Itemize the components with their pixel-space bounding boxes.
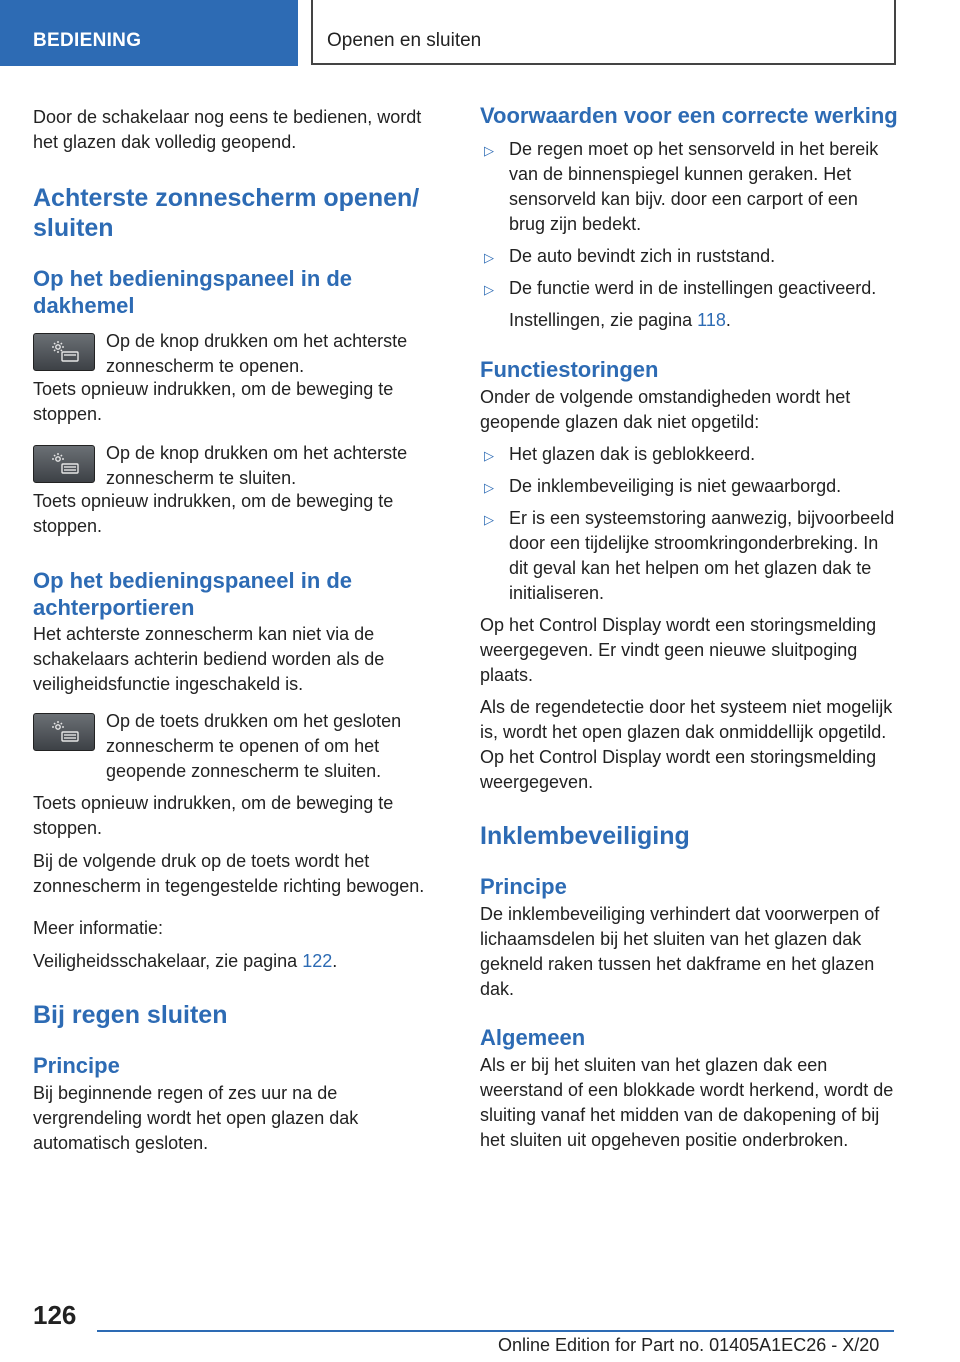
triangle-right-icon: ▷ [484, 250, 494, 265]
settings-ref [480, 308, 898, 333]
general-text: Als er bij het sluiten van het glazen dak een weerstand of een blokkade wordt herkend, wordt de sluiting vanaf het midden van de dakopening of bij het sluiten uit opgeheven positie onderbroken. [480, 1055, 894, 1150]
heading-rear-sunshade: Achterste zonnescherm openen/ sluiten [33, 184, 420, 242]
heading-rain-principle: Principe [33, 1053, 120, 1078]
list-item [480, 506, 898, 606]
heading-ceiling-panel: Op het bedieningspaneel in de dakhemel [33, 266, 353, 318]
close-stop-text: Toets opnieuw indrukken, om de beweging te stoppen. [33, 491, 394, 536]
heading-general: Algemeen [480, 1025, 586, 1050]
rear-doors-text: Het achterste zonnescherm kan niet via de schakelaars achterin bediend worden als de veiligheidsfunctie ingeschakeld is. [33, 624, 385, 694]
rear-button-row [33, 709, 445, 784]
list-item-text: De regen moet op het sensorveld in het bereik van de binnenspiegel kunnen geraken. Het sensorveld kan bijv. door een carport of een brug zijn bedekt. [509, 139, 879, 234]
triangle-right-icon: ▷ [484, 143, 494, 158]
pinch-principle-text: De inklembeveiliging verhindert dat voorwerpen of lichaamsdelen bij het sluiten van het glazen dak gekneld raken tussen het dakframe en het glazen dak. [480, 904, 880, 999]
safety-ref-page-link[interactable]: 122 [302, 951, 333, 971]
malfunctions-intro: Onder de volgende omstandigheden wordt het geopende glazen dak niet opgetild: [480, 387, 851, 432]
chapter-title-box [311, 0, 896, 65]
triangle-right-icon: ▷ [484, 448, 494, 463]
list-item-text: Het glazen dak is geblokkeerd. [509, 444, 756, 464]
edition-text: Online Edition for Part no. 01405A1EC26 - X/20 [498, 1335, 880, 1355]
rear-next-text: Bij de volgende druk op de toets wordt het zonnescherm in tegengestelde richting bewogen. [33, 851, 425, 896]
section-tab [0, 0, 298, 66]
more-info-label: Meer informatie: [33, 918, 164, 938]
sunshade-close-button-icon [33, 445, 95, 483]
close-button-text: Op de knop drukken om het achterste zonnescherm te sluiten. [106, 443, 408, 488]
heading-rear-doors: Op het bedieningspaneel in de achterportieren [33, 568, 353, 620]
heading-pinch-principle: Principe [480, 874, 567, 899]
malfunctions-list [480, 442, 898, 606]
open-stop-text: Toets opnieuw indrukken, om de beweging te stoppen. [33, 379, 394, 424]
list-item [480, 137, 898, 237]
chapter-title: Openen en sluiten [327, 30, 482, 51]
right-column [480, 100, 898, 1153]
heading-rain-close: Bij regen sluiten [33, 1001, 228, 1029]
settings-ref-text: Instellingen, zie pagina [509, 310, 698, 330]
left-column [33, 100, 445, 1156]
triangle-right-icon: ▷ [484, 282, 494, 297]
close-button-row [33, 441, 445, 491]
list-item-text: De auto bevindt zich in ruststand. [509, 246, 776, 266]
sunshade-open-button-icon [33, 333, 95, 371]
rear-sunshade-button-icon [33, 713, 95, 751]
heading-conditions: Voorwaarden voor een correcte werking [480, 103, 898, 128]
list-item [480, 244, 898, 269]
list-item [480, 276, 898, 301]
rear-button-text: Op de toets drukken om het gesloten zonnescherm te openen of om het geopende zonnescherm te sluiten. [106, 711, 402, 781]
page-header [0, 0, 960, 66]
malfunction-message-1: Op het Control Display wordt een storingsmelding weergegeven. Er vindt geen nieuwe sluitpoging plaats. [480, 615, 877, 685]
safety-ref-text: Veiligheidsschakelaar, zie pagina [33, 951, 303, 971]
malfunction-message-2: Als de regendetectie door het systeem niet mogelijk is, wordt het open glazen dak onmiddellijk opgetild. Op het Control Display wordt een storingsmelding weergegeven. [480, 697, 893, 792]
heading-malfunctions: Functiestoringen [480, 357, 659, 382]
section-label: BEDIENING [33, 30, 142, 51]
rain-principle-text: Bij beginnende regen of zes uur na de vergrendeling wordt het open glazen dak automatisch gesloten. [33, 1083, 359, 1153]
list-item-text: Er is een systeemstoring aanwezig, bijvoorbeeld door een tijdelijke stroomkringonderbreking. In dit geval kan het helpen om het glazen dak te initialiseren. [509, 508, 895, 603]
list-item-text: De functie werd in de instellingen geactiveerd. [509, 278, 877, 298]
safety-ref-end: . [332, 951, 338, 971]
page-number: 126 [33, 1300, 77, 1330]
footer-divider [97, 1330, 894, 1332]
conditions-list [480, 137, 898, 301]
list-item [480, 442, 898, 467]
settings-ref-page-link[interactable]: 118 [697, 310, 726, 330]
intro-paragraph: Door de schakelaar nog eens te bedienen, wordt het glazen dak volledig geopend. [33, 107, 422, 152]
open-button-text: Op de knop drukken om het achterste zonnescherm te openen. [106, 331, 408, 376]
safety-switch-ref [33, 949, 445, 974]
heading-pinch-protection: Inklembeveiliging [480, 822, 690, 850]
open-button-row [33, 329, 445, 379]
rear-stop-text: Toets opnieuw indrukken, om de beweging te stoppen. [33, 793, 394, 838]
settings-ref-end: . [725, 310, 731, 330]
list-item-text: De inklembeveiliging is niet gewaarborgd. [509, 476, 842, 496]
list-item [480, 474, 898, 499]
triangle-right-icon: ▷ [484, 480, 494, 495]
triangle-right-icon: ▷ [484, 512, 494, 527]
